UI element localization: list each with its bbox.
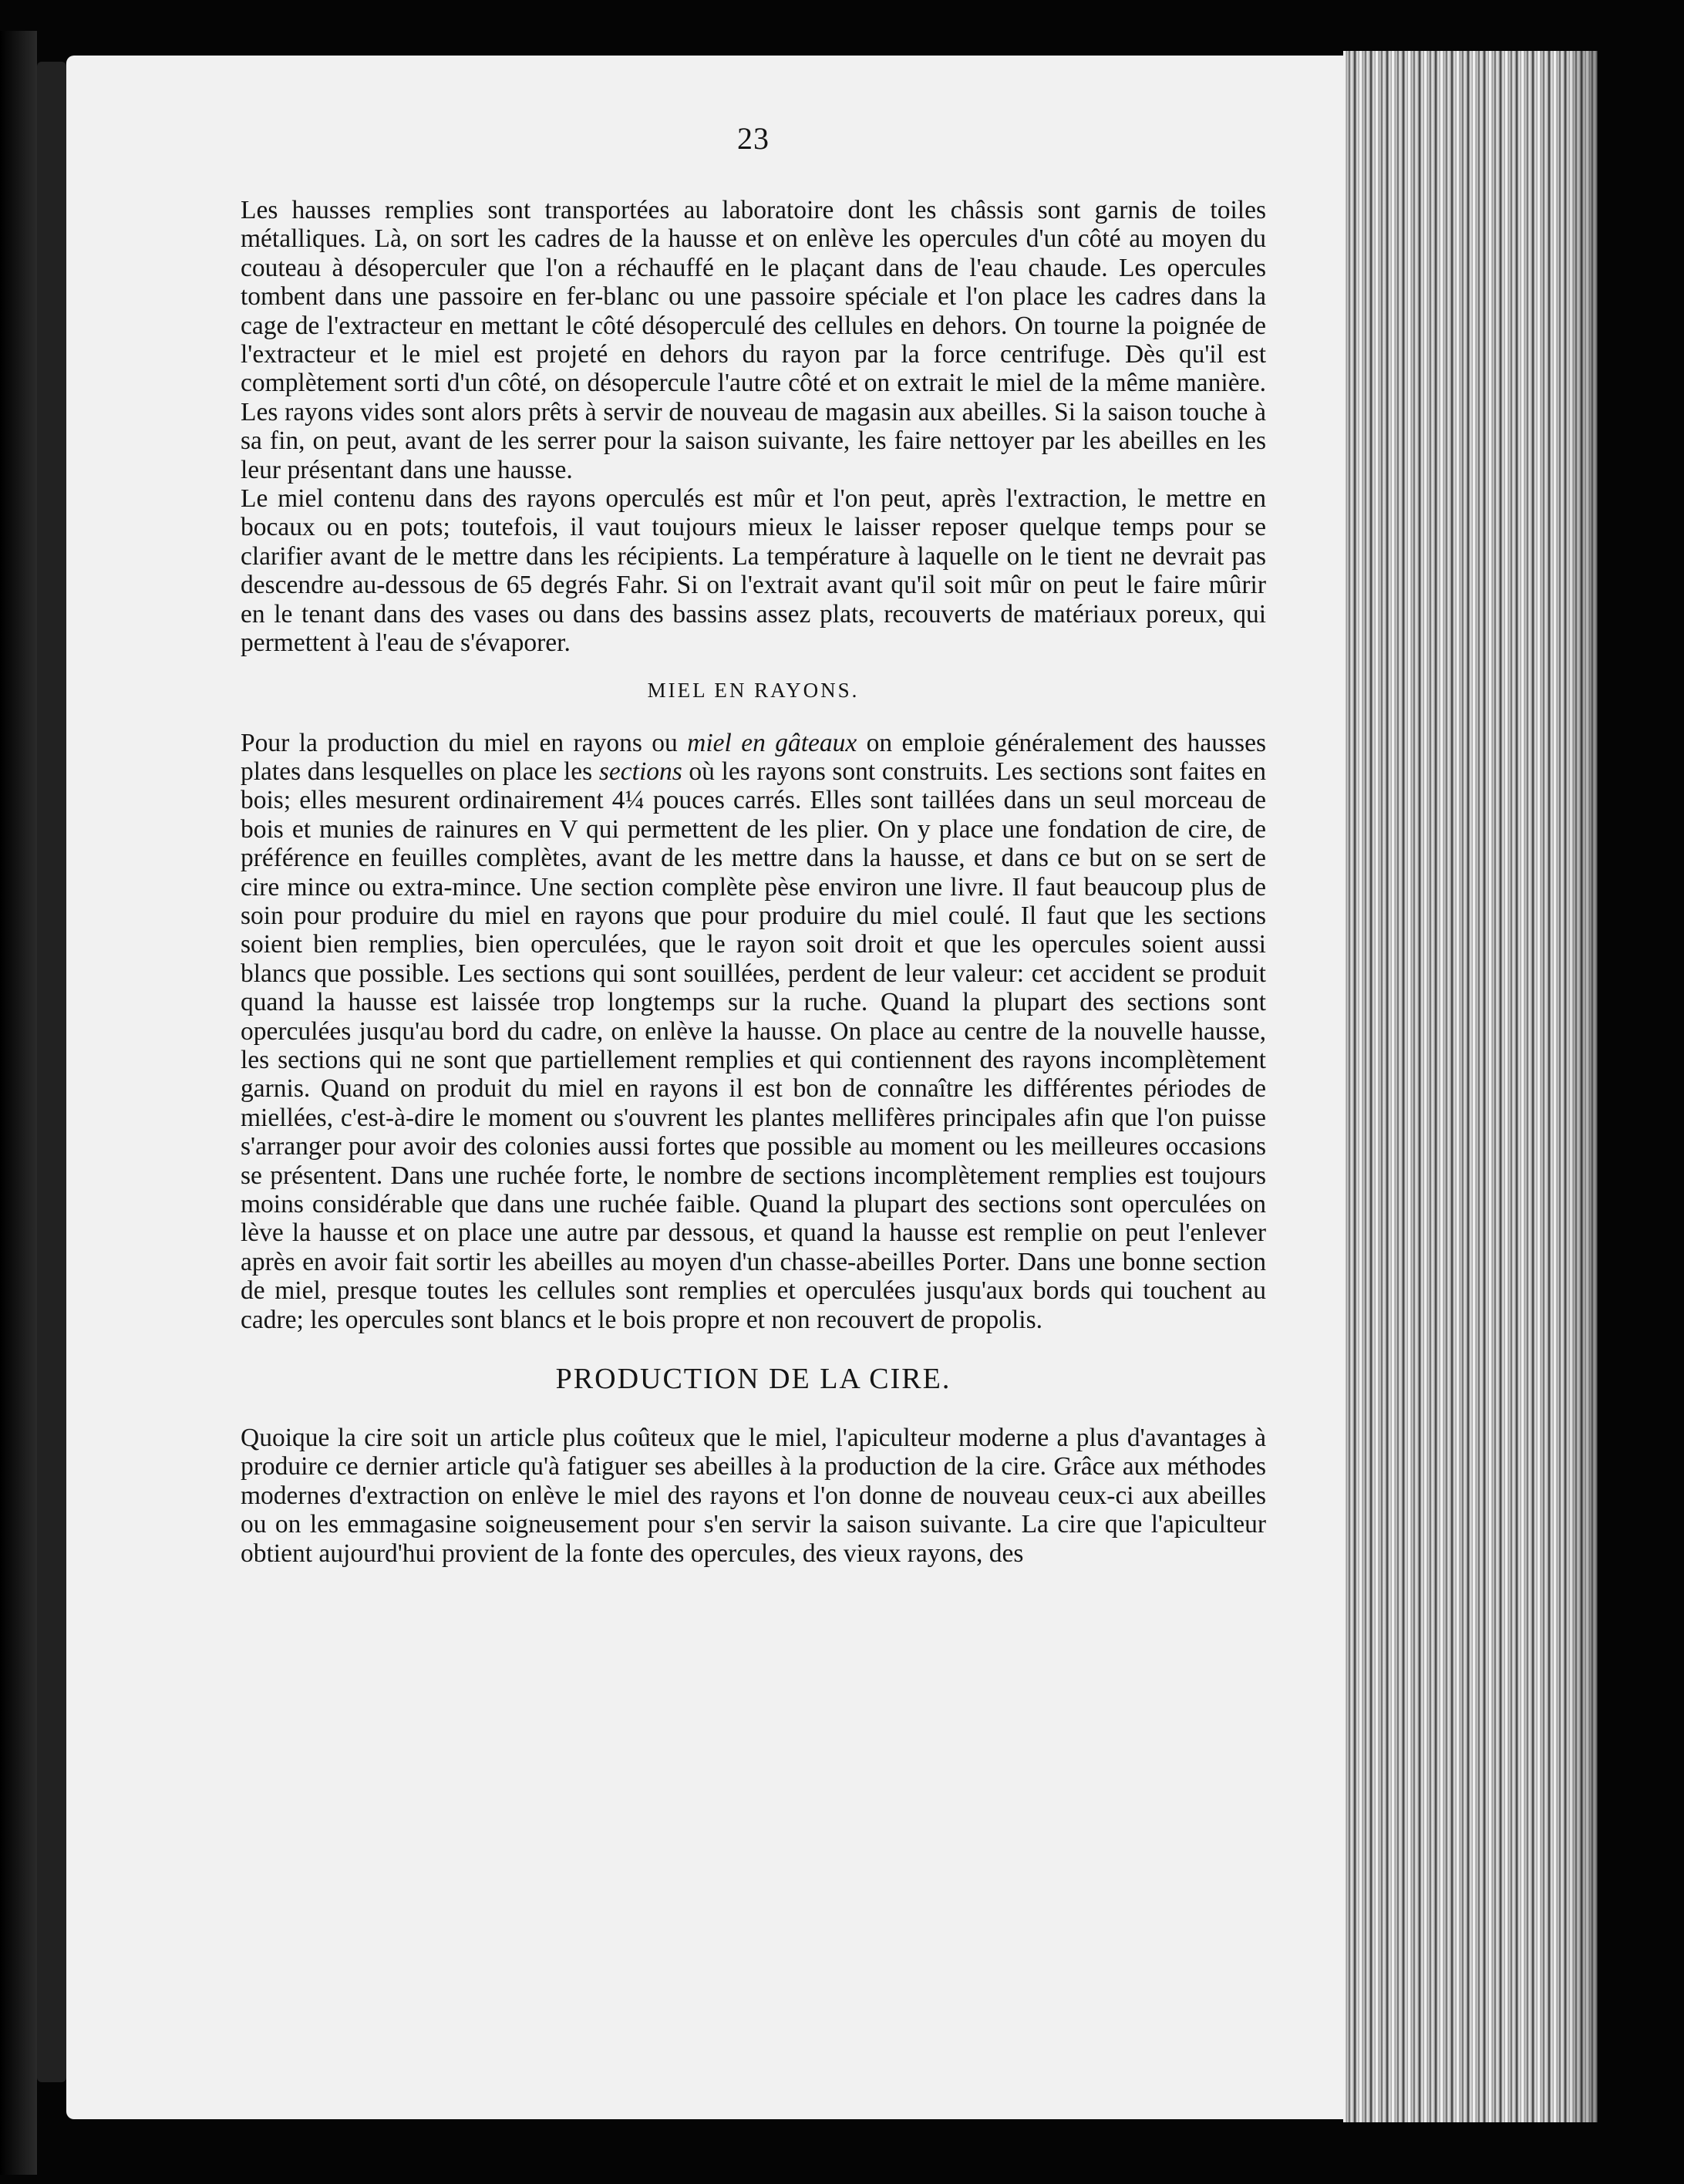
paragraph-extraction: Les hausses remplies sont transportées au laboratoire dont les châssis sont garnis de toiles métalliques. Là, on sort les cadres de la hausse et on enlève les opercules d'un côté au moyen du couteau à désoperculer que l'on a réchauffé en le plaçant dans de l'eau chaude. Les opercules tombent dans une passoire en fer-blanc ou une passoire spéciale et l'on place les cadres dans la cage de l'extracteur en mettant le côté désoperculé des cellules en dehors. On tourne la poignée de l'extracteur et le miel est projeté en dehors du rayon par la force centrifuge. Dès qu'il est complètement sorti d'un côté, on désopercule l'autre côté et on extrait le miel de la même manière. Les rayons vides sont alors prêts à servir de nouveau de magasin aux abeilles. Si la saison touche à sa fin, on peut, avant de les serrer pour la saison suivante, les faire nettoyer par les abeilles en les leur présentant dans une hausse. bbox=[241, 196, 1266, 484]
book-spine bbox=[37, 62, 66, 2082]
paragraph-cire: Quoique la cire soit un article plus coûteux que le miel, l'apiculteur moderne a plus d'avantages à produire ce dernier article qu'à fatiguer ses abeilles à la production de la cire. Grâce aux méthodes modernes d'extraction on enlève le miel des rayons et l'on donne de nouveau ceux-ci aux abeilles ou on les emmagasine soigneusement pour s'en servir la saison suivante. La cire que l'apiculteur obtient aujourd'hui provient de la fonte des opercules, des vieux rayons, des bbox=[241, 1424, 1266, 1568]
paragraph-maturation: Le miel contenu dans des rayons operculés est mûr et l'on peut, après l'extraction, le mettre en bocaux ou en pots; toutefois, il vaut toujours mieux le laisser reposer quelque temps pour se clarifier avant de le mettre dans les récipients. La température à laquelle on le tient ne devrait pas descendre au-dessous de 65 degrés Fahr. Si on l'extrait avant qu'il soit mûr on peut le faire mûrir en le tenant dans des vases ou dans des bassins assez plats, recouverts de matériaux poreux, qui permettent à l'eau de s'évaporer. bbox=[241, 484, 1266, 658]
paragraph-sections bbox=[241, 729, 1266, 1335]
sections-text-3: où les rayons sont construits. Les sections sont faites en bois; elles mesurent ordinairement 4¼ pouces carrés. Elles sont taillées dans un seul morceau de bois et munies de rainures en V qui permettent de les plier. On y place une fondation de cire, de préférence en feuilles complètes, avant de les mettre dans la hausse, et dans ce but on se sert de cire mince ou extra-mince. Une section complète pèse environ une livre. Il faut beaucoup plus de soin pour produire du miel en rayons que pour produire du miel coulé. Il faut que les sections soient bien remplies, bien operculées, que le rayon soit droit et que les opercules soient aussi blancs que possible. Les sections qui sont souillées, perdent de leur valeur: cet accident se produit quand la hausse est laissée trop longtemps sur la ruche. Quand la plupart des sections sont operculées jusqu'au bord du cadre, on enlève la hausse. On place au centre de la nouvelle hausse, les sections qui ne sont que partiellement remplies et qui contiennent des rayons incomplètement garnis. Quand on produit du miel en rayons il est bon de connaître les différentes périodes de miellées, c'est-à-dire le moment ou s'ouvrent les plantes mellifères principales afin que l'on puisse s'arranger pour avoir des colonies aussi fortes que possible au moment ou les meilleures occasions se présentent. Dans une ruchée forte, le nombre de sections incomplètement remplies est toujours moins considérable que dans une ruchée faible. Quand la plupart des sections sont operculées on lève la hausse et on place une autre par dessous, et quand la hausse est remplie on peut l'enlever après en avoir fait sortir les abeilles au moyen d'un chasse-abeilles Porter. Dans une bonne section de miel, presque toutes les cellules sont remplies et operculées jusqu'aux bords qui touchent au cadre; les opercules sont blancs et le bois propre et non recouvert de propolis. bbox=[241, 757, 1266, 1334]
book-left-edge bbox=[0, 31, 37, 2175]
sections-italic-2: sections bbox=[598, 757, 682, 786]
page-edges bbox=[1343, 51, 1598, 2122]
chapter-heading: PRODUCTION DE LA CIRE. bbox=[555, 1363, 951, 1396]
sections-text-1: Pour la production du miel en rayons ou bbox=[241, 728, 688, 757]
page-number: 23 bbox=[737, 121, 770, 156]
page-text bbox=[241, 123, 1266, 1568]
section-subheading: MIEL EN RAYONS. bbox=[647, 678, 860, 702]
sections-italic-1: miel en gâteaux bbox=[687, 728, 857, 757]
sections-text-2: on emploie généralement des hausses plates dans lesquelles on place les bbox=[241, 728, 1266, 786]
